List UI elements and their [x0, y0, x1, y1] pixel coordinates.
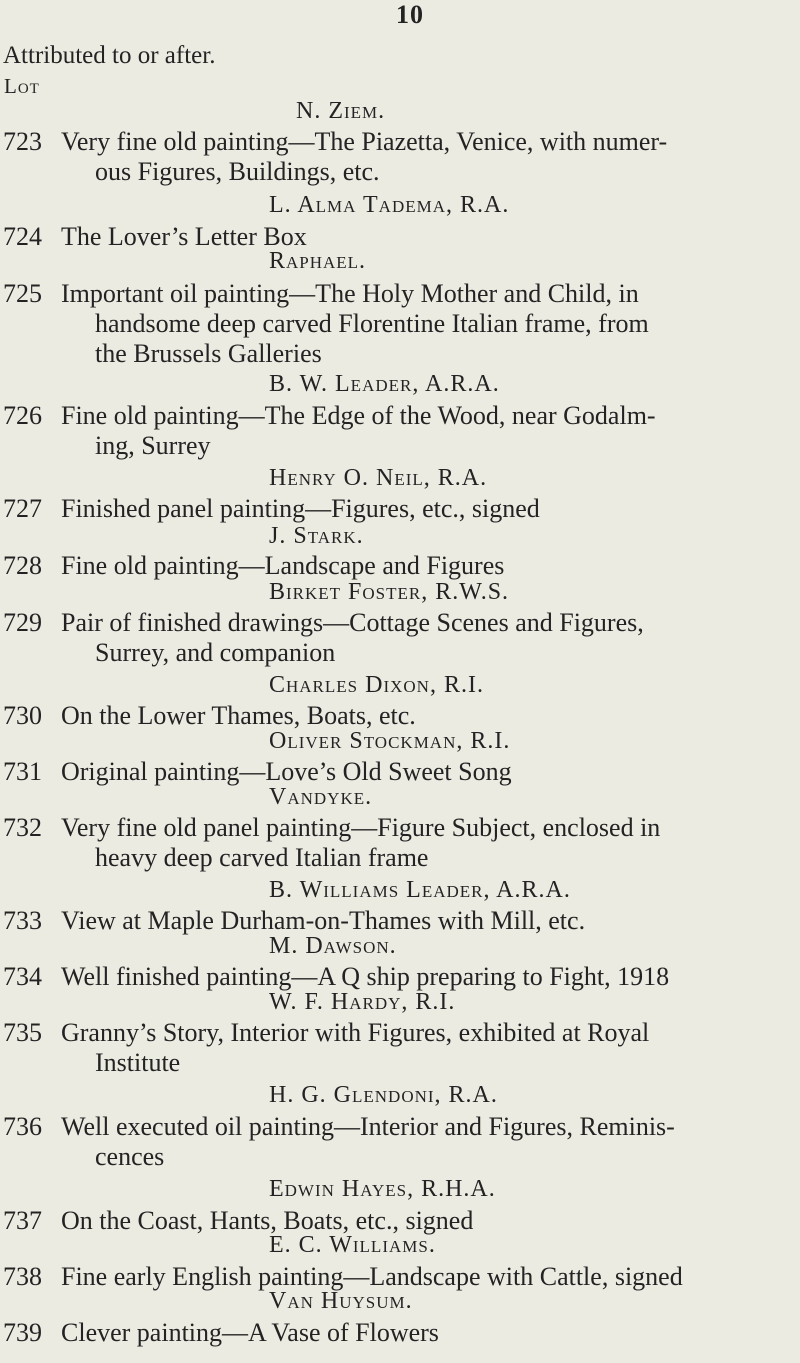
- lot-description: [61, 127, 797, 187]
- description-line: heavy deep carved Italian frame: [95, 843, 429, 872]
- section-heading: Attributed to or after.: [3, 42, 216, 69]
- lot-artist: Raphael.: [269, 248, 367, 274]
- lot-number: 739: [3, 1318, 42, 1347]
- description-line: ous Figures, Buildings, etc.: [95, 157, 380, 186]
- lot-description: [61, 401, 797, 461]
- lot-description: [61, 1262, 797, 1292]
- lot-description: [61, 222, 797, 252]
- lot-description: [61, 279, 797, 369]
- description-line: View at Maple Durham-on-Thames with Mill, etc.: [61, 906, 586, 935]
- lot-description: [61, 1318, 797, 1348]
- lot-artist: B. W. Leader, A.R.A.: [269, 371, 500, 397]
- description-line: Fine old painting—Landscape and Figures: [61, 551, 505, 580]
- description-line: the Brussels Galleries: [95, 339, 322, 368]
- lot-number: 724: [3, 222, 42, 251]
- lot-artist: W. F. Hardy, R.I.: [269, 989, 456, 1015]
- description-line: Very fine old painting—The Piazetta, Venice, with numer-: [61, 127, 668, 156]
- lot-number: 729: [3, 608, 42, 637]
- lot-number: 732: [3, 813, 42, 842]
- lot-description: [61, 1018, 797, 1078]
- lot-artist: L. Alma Tadema, R.A.: [269, 192, 510, 218]
- description-line: Surrey, and companion: [95, 638, 336, 667]
- lot-artist: E. C. Williams.: [269, 1232, 436, 1258]
- lot-number: 723: [3, 127, 42, 156]
- description-line: cences: [95, 1142, 165, 1171]
- lot-description: [61, 813, 797, 873]
- description-line: Fine early English painting—Landscape with Cattle, signed: [61, 1262, 683, 1291]
- description-line: Original painting—Love’s Old Sweet Song: [61, 757, 512, 786]
- description-line: Finished panel painting—Figures, etc., signed: [61, 494, 540, 523]
- lot-number: 734: [3, 962, 42, 991]
- lot-description: [61, 757, 797, 787]
- lot-number: 731: [3, 757, 42, 786]
- lot-artist: H. G. Glendoni, R.A.: [269, 1082, 498, 1108]
- lot-artist: Birket Foster, R.W.S.: [269, 579, 510, 605]
- description-line: Institute: [95, 1048, 181, 1077]
- lot-description: [61, 962, 797, 992]
- lot-number: 727: [3, 494, 42, 523]
- lot-number: 733: [3, 906, 42, 935]
- lot-artist: M. Dawson.: [269, 933, 397, 959]
- lot-number: 735: [3, 1018, 42, 1047]
- lot-artist: Van Huysum.: [269, 1288, 413, 1314]
- page-number: 10: [396, 0, 424, 29]
- lot-number: 738: [3, 1262, 42, 1291]
- description-line: handsome deep carved Florentine Italian frame, from: [95, 309, 649, 338]
- lot-artist: J. Stark.: [269, 523, 364, 549]
- lot-description: [61, 906, 797, 936]
- description-line: Well executed oil painting—Interior and Figures, Reminis-: [61, 1112, 675, 1141]
- lot-number: 730: [3, 701, 42, 730]
- description-line: Clever painting—A Vase of Flowers: [61, 1318, 439, 1347]
- lot-number: 725: [3, 279, 42, 308]
- lot-number: 736: [3, 1112, 42, 1141]
- description-line: Granny’s Story, Interior with Figures, exhibited at Royal: [61, 1018, 650, 1047]
- description-line: The Lover’s Letter Box: [61, 222, 307, 251]
- lot-description: [61, 701, 797, 731]
- lot-description: [61, 1112, 797, 1172]
- lot-artist: Charles Dixon, R.I.: [269, 672, 484, 698]
- description-line: Well finished painting—A Q ship preparing to Fight, 1918: [61, 962, 670, 991]
- lot-artist: Edwin Hayes, R.H.A.: [269, 1176, 496, 1202]
- description-line: ing, Surrey: [95, 431, 211, 460]
- lot-description: [61, 551, 797, 581]
- lot-artist: Henry O. Neil, R.A.: [269, 465, 488, 491]
- lot-artist: B. Williams Leader, A.R.A.: [269, 877, 571, 903]
- description-line: Important oil painting—The Holy Mother and Child, in: [61, 279, 639, 308]
- lot-description: [61, 494, 797, 524]
- lot-artist: Oliver Stockman, R.I.: [269, 728, 511, 754]
- lot-number: 737: [3, 1206, 42, 1235]
- description-line: Very fine old panel painting—Figure Subject, enclosed in: [61, 813, 661, 842]
- lot-artist: Vandyke.: [269, 784, 373, 810]
- description-line: On the Lower Thames, Boats, etc.: [61, 701, 416, 730]
- lot-number: 726: [3, 401, 42, 430]
- lot-column-heading: Lot: [4, 74, 40, 98]
- description-line: On the Coast, Hants, Boats, etc., signed: [61, 1206, 474, 1235]
- description-line: Pair of finished drawings—Cottage Scenes and Figures,: [61, 608, 644, 637]
- description-line: Fine old painting—The Edge of the Wood, near Godalm-: [61, 401, 656, 430]
- lot-number: 728: [3, 551, 42, 580]
- lot-artist: N. Ziem.: [296, 98, 386, 124]
- lot-description: [61, 608, 797, 668]
